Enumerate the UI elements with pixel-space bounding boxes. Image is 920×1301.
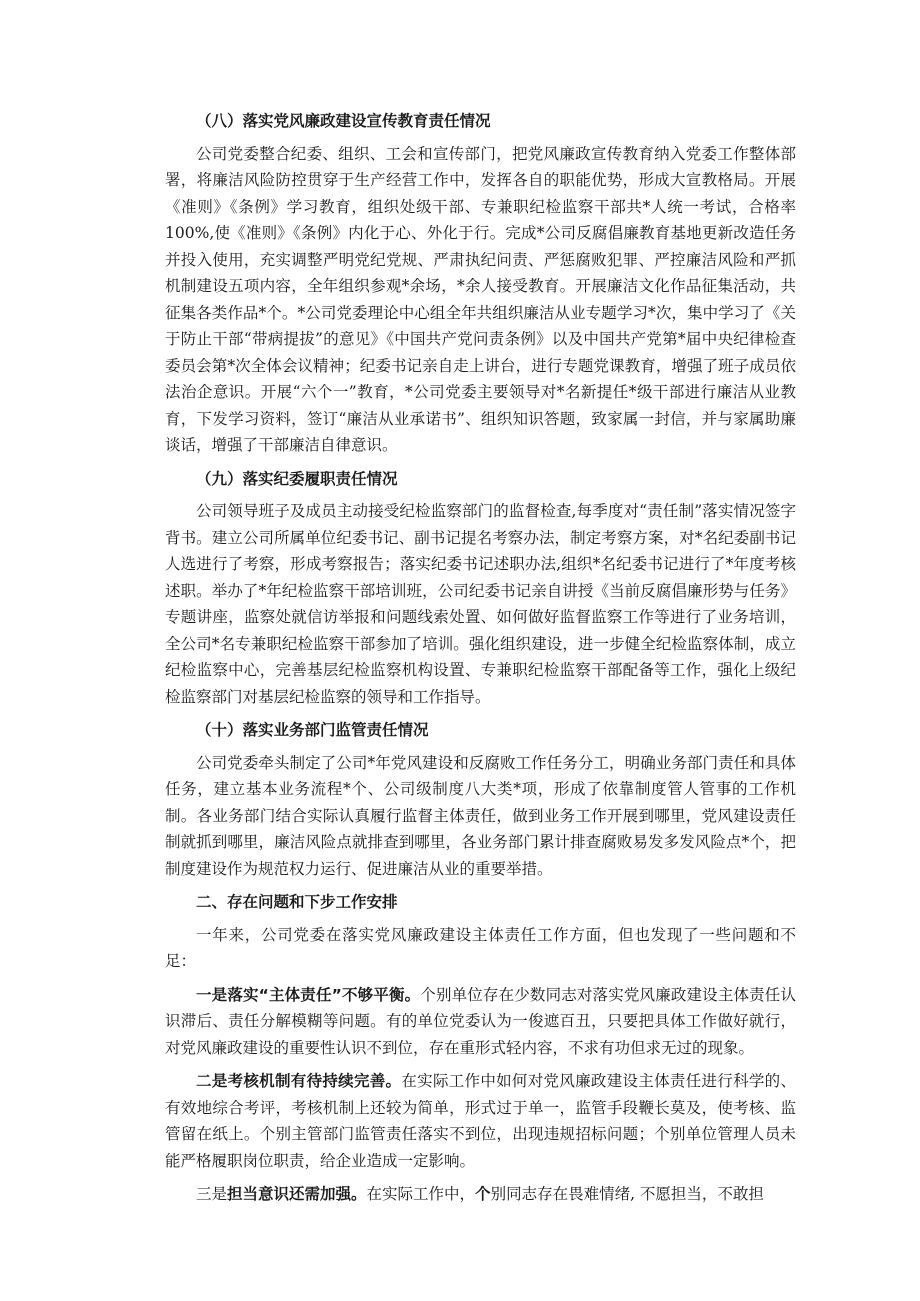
issue-one-lead: 一是落实“主体责任”不够平衡。 <box>196 985 421 1004</box>
section-paragraph-9: 公司领导班子及成员主动接受纪检监察部门的监督检查,每季度对“责任制”落实情况签字背书。建立公司所属单位纪委书记、副书记提名考察办法，制定考察方案，对*名纪委副书记人选进行了考察，形成考察报告；落实纪委书记述职办法,组织*名纪委书记进行了*年度考核述职。举办了*年纪检监察干部培训班，公司纪委书记亲自讲授《当前反腐倡廉形势与任务》专题讲座，监察处就信访举报和问题线索处置、如何做好监督监察工作等进行了业务培训，全公司*名专兼职纪检监察干部参加了培训。强化组织建设，进一步健全纪检监察体制，成立纪检监察中心，完善基层纪检监察机构设置、专兼职纪检监察干部配备等工作，强化上级纪检监察部门对基层纪检监察的领导和工作指导。 <box>165 502 796 706</box>
issue-two-lead: 二是考核机制有待持续完善。 <box>196 1072 402 1090</box>
issue-three-prefix: 三是 <box>196 1185 228 1203</box>
issue-three-mid: 在实际工作中， <box>366 1185 476 1203</box>
section-paragraph-8: 公司党委整合纪委、组织、工会和宣传部门，把党风廉政宣传教育纳入党委工作整体部署，将廉洁风险防控贯穿于生产经营工作中，发挥各自的职能优势，形成大宣教格局。开展《准则》《条例》学习教育，组织处级干部、专兼职纪检监察干部共*人统一考试，合格率100%,使《准则》《条例》内化于心、外化于行。完成*公司反腐倡廉教育基地更新改造任务并投入使用，充实调整严明党纪党规、严肃执纪问责、严惩腐败犯罪、严控廉洁风险和严抓机制建设五项内容，全年组织参观*余场，*余人接受教育。开展廉洁文化作品征集活动，共征集各类作品*个。*公司党委理论中心组全年共组织廉洁从业专题学习*次，集中学习了《关于防止干部“带病提拔”的意见》《中国共产党问责条例》以及中国共产党第*届中央纪律检查委员会第*次全体会议精神；纪委书记亲自走上讲台，进行专题党课教育，增强了班子成员依法治企意识。开展“六个一”教育，*公司党委主要领导对*名新提任*级干部进行廉洁从业教育，下发学习资料，签订“廉洁从业承诺书”、组织知识答题，致家属一封信，并与家属助廉谈话，增强了干部廉洁自律意识。 <box>165 144 796 454</box>
section-heading-10: （十）落实业务部门监管责任情况 <box>196 721 429 739</box>
issue-one-paragraph <box>165 982 796 1062</box>
issue-two-paragraph <box>165 1068 796 1174</box>
problems-intro-paragraph: 一年来，公司党委在落实党风廉政建设主体责任工作方面，但也发现了一些问题和不足： <box>165 925 796 970</box>
issue-three-bold-char: 个 <box>475 1185 491 1203</box>
issue-one-body: 个别单位存在少数同志对落实党风廉政建设主体责任认识滞后、责任分解模糊等问题。有的单位党委认为一俊遮百丑，只要把具体工作做好就行，对党风廉政建设的重要性认识不到位，存在重形式轻内容，不求有功但求无过的现象。 <box>165 985 796 1057</box>
issue-three-paragraph <box>165 1181 796 1208</box>
section-heading-8: （八）落实党风廉政建设宣传教育责任情况 <box>196 112 491 130</box>
section-heading-problems: 二、存在问题和下步工作安排 <box>196 893 398 911</box>
section-paragraph-10: 公司党委牵头制定了公司*年党风建设和反腐败工作任务分工，明确业务部门责任和具体任务，建立基本业务流程*个、公司级制度八大类*项，形成了依靠制度管人管事的工作机制。各业务部门结合实际认真履行监督主体责任，做到业务工作开展到哪里，党风建设责任制就抓到哪里，廉洁风险点就排查到哪里，各业务部门累计排查腐败易发多发风险点*个，把制度建设作为规范权力运行、促进廉洁从业的重要举措。 <box>165 753 796 878</box>
issue-three-lead: 担当意识还需加强。 <box>227 1185 367 1203</box>
issue-two-body: 在实际工作中如何对党风廉政建设主体责任进行科学的、有效地综合考评，考核机制上还较为简单，形式过于单一，监管手段鞭长莫及，使考核、监管留在纸上。个别主管部门监管责任落实不到位，出现违规招标问题；个别单位管理人员未能严格履职岗位职责，给企业造成一定影响。 <box>165 1072 796 1170</box>
issue-three-body: 别同志存在畏难情绪, 不愿担当，不敢担 <box>490 1185 764 1203</box>
section-heading-9: （九）落实纪委履职责任情况 <box>196 469 398 488</box>
